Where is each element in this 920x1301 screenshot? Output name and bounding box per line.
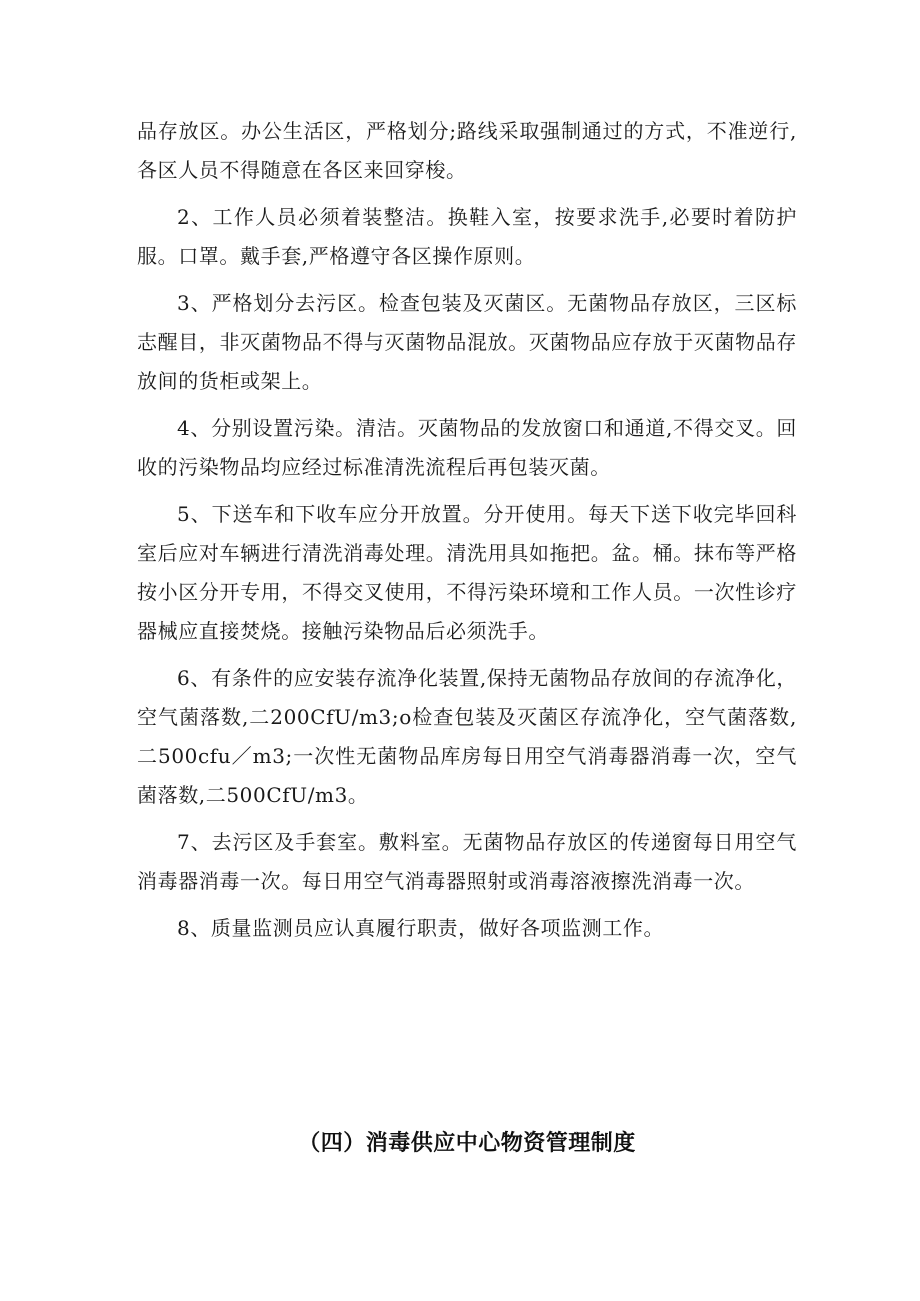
document-body: [137, 112, 797, 956]
paragraph-item-2: 2、工作人员必须着装整洁。换鞋入室，按要求洗手,必要时着防护服。口罩。戴手套,严格遵守各区操作原则。: [137, 205, 797, 268]
paragraph-item-5: 5、下送车和下收车应分开放置。分开使用。每天下送下收完毕回科室后应对车辆进行清洗消毒处理。清洗用具如拖把。盆。桶。抹布等严格按小区分开专用，不得交叉使用，不得污染环境和工作人员。一次性诊疗器械应直接焚烧。接触污染物品后必须洗手。: [137, 502, 797, 643]
paragraph-item-4: 4、分别设置污染。清洁。灭菌物品的发放窗口和通道,不得交叉。回收的污染物品均应经过标准清洗流程后再包装灭菌。: [137, 416, 797, 479]
paragraph-item-6: 6、有条件的应安装存流净化装置,保持无菌物品存放间的存流净化，空气菌落数,二200CfU/m3;o检查包装及灭菌区存流净化，空气菌落数,二500cfu／m3;一次性无菌物品库房每日用空气消毒器消毒一次，空气菌落数,二500CfU/m3。: [137, 666, 797, 807]
section-heading: （四）消毒供应中心物资管理制度: [298, 1131, 636, 1156]
paragraph-item-3: 3、严格划分去污区。检查包装及灭菌区。无菌物品存放区，三区标志醒目，非灭菌物品不得与灭菌物品混放。灭菌物品应存放于灭菌物品存放间的货柜或架上。: [137, 291, 797, 393]
paragraph-item-7: 7、去污区及手套室。敷料室。无菌物品存放区的传递窗每日用空气消毒器消毒一次。每日用空气消毒器照射或消毒溶液擦洗消毒一次。: [137, 830, 797, 893]
paragraph-continuation: 品存放区。办公生活区，严格划分;路线采取强制通过的方式，不准逆行,各区人员不得随意在各区来回穿梭。: [137, 119, 797, 182]
paragraph-item-8: 8、质量监测员应认真履行职责，做好各项监测工作。: [177, 916, 665, 940]
